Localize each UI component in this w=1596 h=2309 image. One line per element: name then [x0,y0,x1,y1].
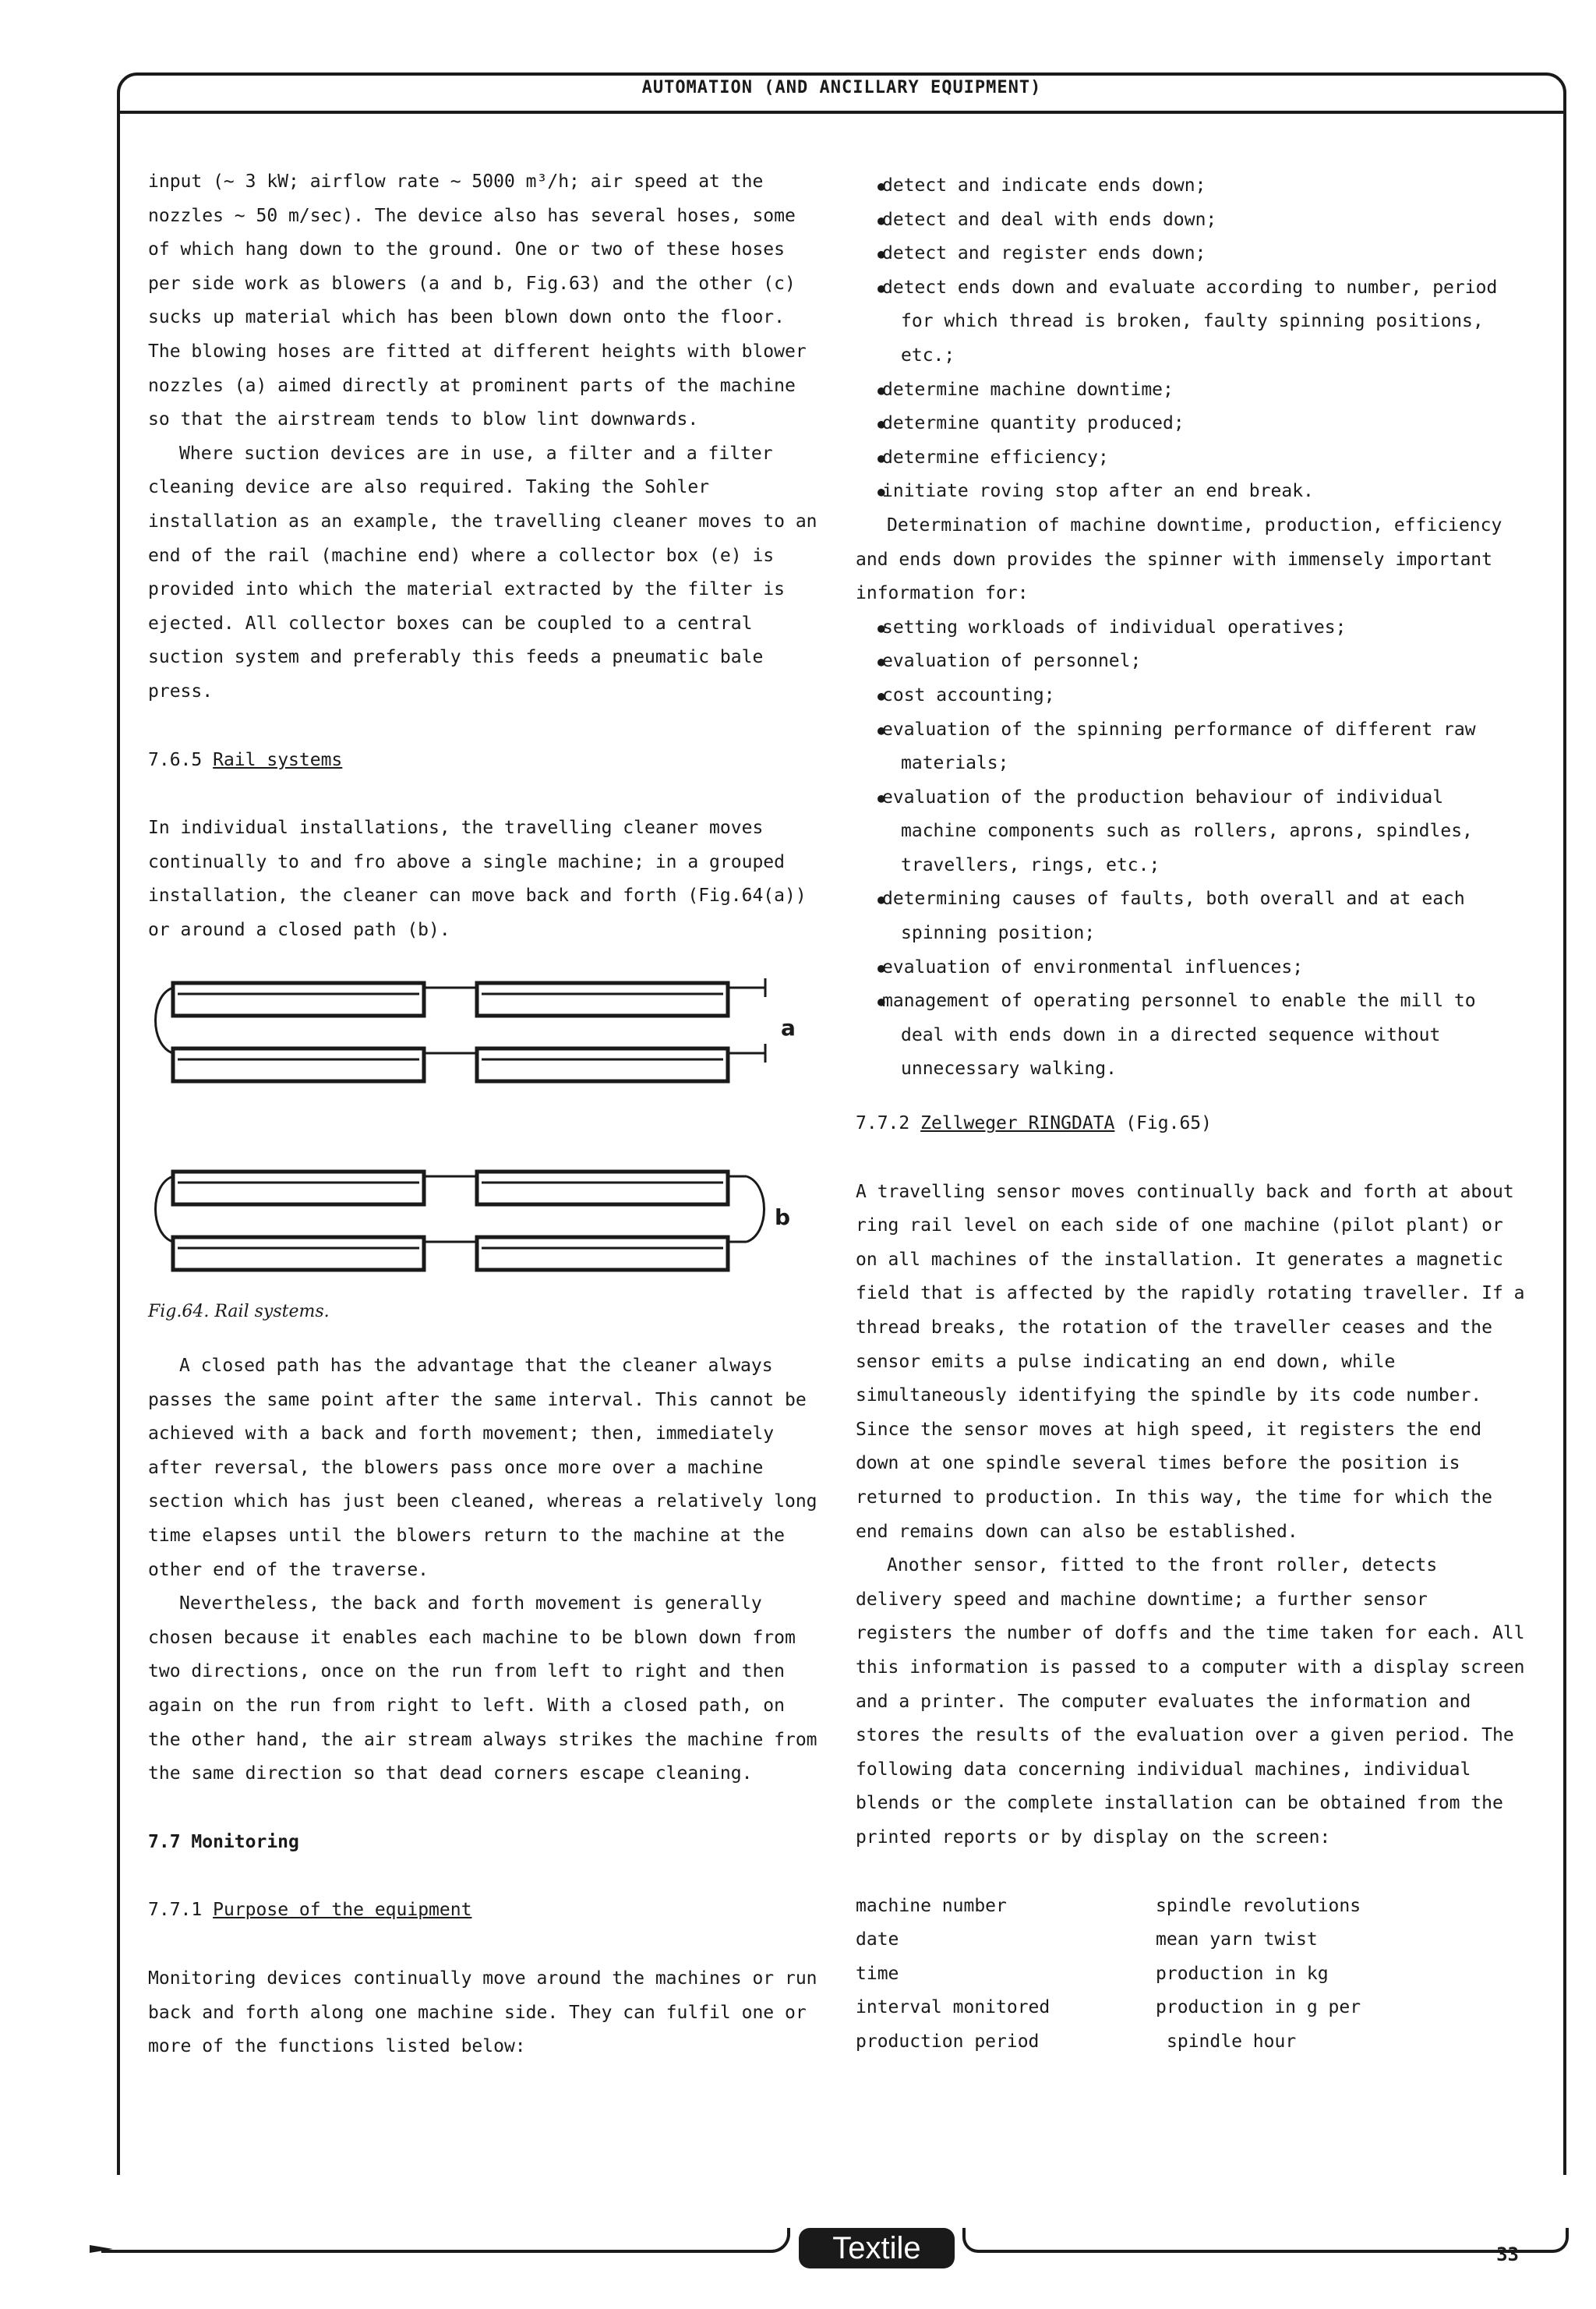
machine-block [477,1048,728,1081]
spacer [856,1087,1526,1107]
corner-arrow-icon [90,2245,113,2253]
spacer [148,1928,818,1962]
list-item: ● determine machine downtime; [856,373,1526,408]
data-item: machine number [856,1895,1007,1916]
list-item: ● initiate roving stop after an end break. [856,475,1526,509]
rail-curve-left [156,1176,174,1242]
rail-diagram-a [156,978,766,1081]
list-item: ● determining causes of faults, both overall and at each spinning position; [856,882,1526,950]
paragraph: Another sensor, fitted to the front roller, detects delivery speed and machine downtime; a further sensor registers the number of doffs and the time taken for each. All this information is passed to a computer with a display screen and a printer. The computer evaluates the information and stores the results of the evaluation over a given period. The following data concerning individual machines, individual blends or the complete installation can be obtained from the printed reports or by display on the screen: [856,1555,1525,1848]
rail-systems-figure [148,967,818,1295]
data-item: mean yarn twist [1156,1929,1318,1950]
rail-diagram-b [156,1172,764,1270]
section-title: Zellweger RINGDATA [920,1113,1115,1134]
data-item: time [856,1963,899,1984]
paragraph: Nevertheless, the back and forth movement is generally chosen because it enables each machine to be blown down from two directions, once on the run from left to right and then again on the run from right to left. With a closed path, on the other hand, the air stream always strikes the machine from the same direction so that dead corners escape cleaning. [148,1593,817,1784]
paragraph: input (~ 3 kW; airflow rate ~ 5000 m³/h; air speed at the nozzles ~ 50 m/sec). The device also has several hoses, some of which hang down to the ground. One or two of these hoses per side work as blowers (a and b, Fig.63) and the other (c) sucks up material which has been blown down onto the floor. The blowing hoses are fitted at different heights with blower nozzles (a) aimed directly at prominent parts of the machine so that the airstream tends to blow lint downwards. [148,171,807,430]
machine-block [477,1237,728,1270]
footer-rule-left [101,2228,790,2253]
paragraph: Determination of machine downtime, production, efficiency and ends down provides the spinner with immensely important information for: [856,514,1502,604]
section-heading-7-7: 7.7 Monitoring [148,1831,299,1852]
header-rule [117,111,1566,114]
machine-block [477,1172,728,1204]
uses-list [856,611,1526,1087]
function-list [856,169,1526,509]
figure-caption: Fig.64. Rail systems. [148,1302,330,1322]
data-item: production period [856,2031,1040,2052]
rail-curve-right [747,1176,764,1242]
list-item: ● evaluation of the production behaviour of individual machine components such as rollers, aprons, spindles, travellers, rings, etc.; [856,781,1526,883]
machine-block [173,1172,424,1204]
rail-systems-diagram [148,967,818,1295]
list-item: ● determine quantity produced; [856,407,1526,441]
list-item: ● detect and register ends down; [856,237,1526,271]
spacer [856,1141,1526,1176]
machine-block [173,1237,424,1270]
left-column [148,165,818,2064]
section-heading-7-6-5 [148,744,818,778]
spacer [148,777,818,812]
list-item: ● determine efficiency; [856,441,1526,476]
spacer [148,709,818,744]
section-heading-7-7-2 [856,1107,1526,1141]
figure-reference: (Fig.65) [1125,1113,1212,1134]
section-number: 7.7.1 [148,1900,203,1921]
section-title: Rail systems [213,749,343,770]
section-number: 7.7.2 [856,1113,910,1134]
section-number: 7.6.5 [148,749,203,770]
data-item: production in kg [1156,1963,1329,1984]
paragraph: Monitoring devices continually move around the machines or run back and forth along one machine side. They can fulfil one or more of the functions listed below: [148,1968,817,2057]
figure-label-a: a [781,1015,796,1041]
right-column [856,169,1526,2059]
paragraph: Where suction devices are in use, a filter and a filter cleaning device are also required. Taking the Sohler installation as an example, the travelling cleaner moves to an end of the rail (machine end) where a collector box (e) is provided into which the material extracted by the filter is ejected. All collector boxes can be coupled to a central suction system and preferably this feeds a pneumatic bale press. [148,443,817,702]
data-items-table [856,1890,1526,2060]
machine-block [173,983,424,1016]
list-item: ● evaluation of personnel; [856,645,1526,679]
rail-curve-left [156,988,174,1053]
data-item: spindle revolutions [1156,1895,1361,1916]
page-number: 33 [1496,2244,1519,2265]
list-item: ● cost accounting; [856,679,1526,713]
running-header: AUTOMATION (AND ANCILLARY EQUIPMENT) [641,78,1042,97]
data-item: production in g per [1156,1997,1361,2018]
spacer [856,1855,1526,1890]
paragraph: A travelling sensor moves continually back and forth at about ring rail level on each side of one machine (pilot plant) or on all machines of the installation. It generates a magnetic field that is affected by the rapidly rotating traveller. If a thread breaks, the rotation of the traveller ceases and the sensor emits a pulse indicating an end down, while simultaneously identifying the spindle by its code number. Since the sensor moves at high speed, it registers the end down at one spindle several times before the position is returned to production. In this way, the time for which the end remains down can also be established. [856,1181,1525,1542]
footer-rule-right [962,2228,1569,2265]
list-item: ● evaluation of the spinning performance of different raw materials; [856,713,1526,781]
section-heading-7-7-1 [148,1894,818,1928]
spacer [148,1329,818,1349]
paragraph: A closed path has the advantage that the cleaner always passes the same point after the same interval. This cannot be achieved with a back and forth movement; then, immediately after reversal, the blowers pass once more over a machine section which has just been cleaned, whereas a relatively long time elapses until the blowers return to the machine at the other end of the traverse. [148,1356,817,1580]
section-title: Purpose of the equipment [213,1900,472,1921]
data-item: date [856,1929,899,1950]
page-footer [94,2212,1570,2306]
spacer [148,1859,818,1894]
spacer [148,947,818,967]
machine-block [477,983,728,1016]
list-item: ● detect and deal with ends down; [856,203,1526,238]
list-item: ● detect ends down and evaluate according to number, period for which thread is broken, faulty spinning positions, etc.; [856,271,1526,373]
list-item: ● management of operating personnel to enable the mill to deal with ends down in a directed sequence without unnecessary walking. [856,985,1526,1087]
figure-label-b: b [775,1204,791,1231]
spacer [148,1791,818,1826]
data-item: interval monitored [856,1997,1050,2018]
textile-institute-logo: Textile Institute [799,2228,955,2268]
list-item: ● detect and indicate ends down; [856,169,1526,203]
paragraph: In individual installations, the travelling cleaner moves continually to and fro above a single machine; in a grouped installation, the cleaner can move back and forth (Fig.64(a)) or around a closed path (b). [148,818,807,940]
machine-block [173,1048,424,1081]
data-item: spindle hour [1167,2031,1297,2052]
list-item: ● evaluation of environmental influences; [856,951,1526,985]
list-item: ● setting workloads of individual operatives; [856,611,1526,645]
